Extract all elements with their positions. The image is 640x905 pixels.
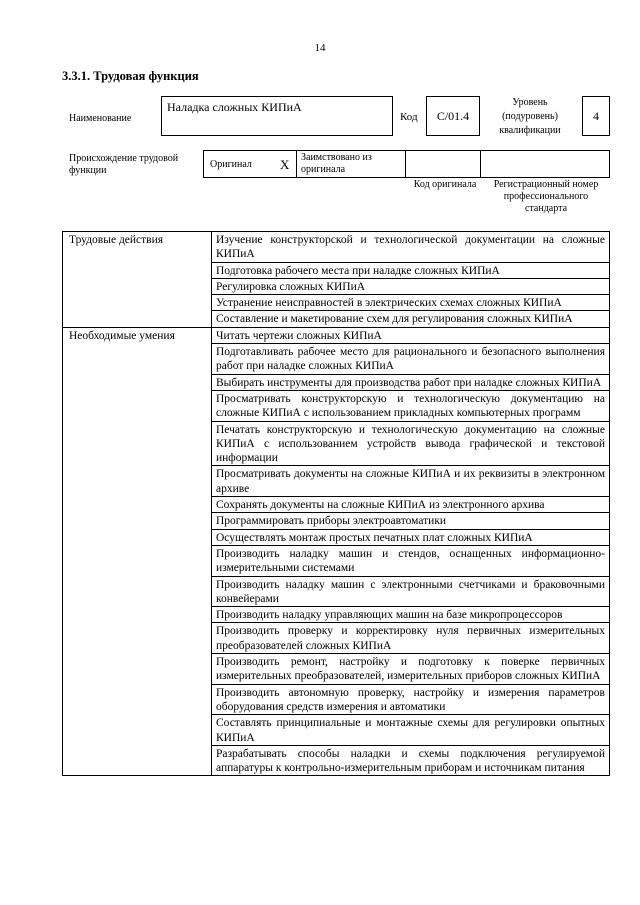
- category-cell: Необходимые умения: [63, 327, 212, 776]
- code-label: Код: [400, 111, 418, 123]
- item-cell: Производить ремонт, настройку и подготовку к поверке первичных измерительных преобразователей, измерительных приборов сложных КИПиА: [212, 654, 610, 685]
- item-cell: Подготовка рабочего места при наладке сложных КИПиА: [212, 262, 610, 278]
- original-label: Оригинал: [210, 159, 252, 170]
- origin-label: Происхождение трудовой функции: [69, 153, 179, 176]
- item-cell: Читать чертежи сложных КИПиА: [212, 327, 610, 343]
- page-number: 14: [314, 42, 326, 54]
- item-cell: Регулировка сложных КИПиА: [212, 278, 610, 294]
- section-title: 3.3.1. Трудовая функция: [62, 69, 199, 83]
- level-label: Уровень (подуровень) квалификации: [499, 97, 561, 136]
- item-cell: Подготавливать рабочее место для рационального и безопасного выполнения работ при наладке сложных КИПиА: [212, 344, 610, 375]
- item-cell: Просматривать документы на сложные КИПиА и их реквизиты в электронном архиве: [212, 466, 610, 497]
- original-mark: X: [280, 157, 290, 172]
- table-row: [63, 327, 610, 343]
- item-cell: Сохранять документы на сложные КИПиА из электронного архива: [212, 497, 610, 513]
- name-value: Наладка сложных КИПиА: [167, 100, 302, 114]
- item-cell: Составление и макетирование схем для регулирования сложных КИПиА: [212, 311, 610, 327]
- origin-divider-1: [296, 150, 297, 178]
- item-cell: Просматривать конструкторскую и технологическую документацию на сложные КИПиА с использованием прикладных компьютерных программ: [212, 390, 610, 421]
- item-cell: Печатать конструкторскую и технологическую документацию на сложные КИПиА с использованием устройств вывода графической и текстовой информации: [212, 421, 610, 466]
- table-row: [63, 232, 610, 263]
- code-value: С/01.4: [436, 109, 470, 123]
- item-cell: Устранение неисправностей в электрических схемах сложных КИПиА: [212, 295, 610, 311]
- code-original-caption: Код оригинала: [413, 179, 477, 190]
- item-cell: Производить автономную проверку, настройку и измерения параметров оборудования средств измерения и автоматики: [212, 684, 610, 715]
- item-cell: Составлять принципиальные и монтажные схемы для регулировки опытных КИПиА: [212, 715, 610, 746]
- origin-divider-2: [405, 150, 406, 178]
- item-cell: Производить проверку и корректировку нуля первичных измерительных преобразователей сложных КИПиА: [212, 623, 610, 654]
- item-cell: Выбирать инструменты для производства работ при наладке сложных КИПиА: [212, 374, 610, 390]
- code-value-box: [426, 96, 480, 136]
- item-cell: Осуществлять монтаж простых печатных плат сложных КИПиА: [212, 529, 610, 545]
- name-value-box: [161, 96, 393, 136]
- origin-divider-3: [480, 150, 481, 178]
- item-cell: Производить наладку управляющих машин на базе микропроцессоров: [212, 607, 610, 623]
- item-cell: Разрабатывать способы наладки и схемы подключения регулируемой аппаратуры к контрольно-измерительным приборам и источникам питания: [212, 745, 610, 776]
- origin-box: [203, 150, 610, 178]
- level-value: 4: [593, 109, 599, 123]
- item-cell: Изучение конструкторской и технологической документации на сложные КИПиА: [212, 232, 610, 263]
- level-value-box: [582, 96, 610, 136]
- item-cell: Производить наладку машин и стендов, оснащенных информационно-измерительными системами: [212, 545, 610, 576]
- skills-table-body: [63, 232, 610, 776]
- item-cell: Производить наладку машин с электронными счетчиками и браковочными конвейерами: [212, 576, 610, 607]
- item-cell: Программировать приборы электроавтоматики: [212, 513, 610, 529]
- borrowed-label: Заимствовано из оригинала: [301, 152, 372, 175]
- name-label: Наименование: [69, 113, 132, 124]
- category-cell: Трудовые действия: [63, 232, 212, 328]
- reg-number-caption: Регистрационный номер профессионального стандарта: [493, 179, 599, 214]
- skills-table: [62, 231, 610, 776]
